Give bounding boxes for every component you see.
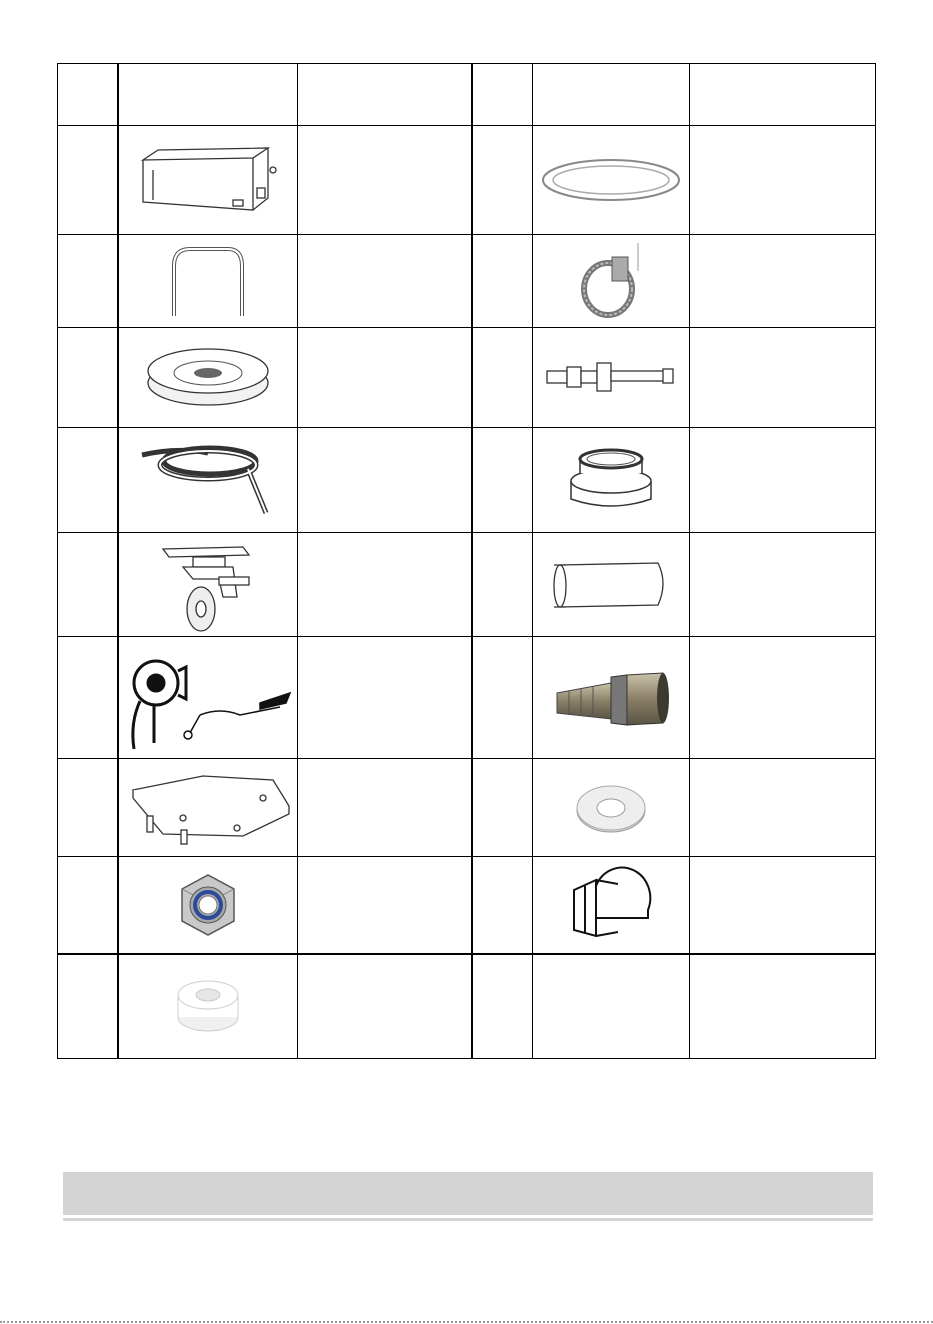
table-row bbox=[58, 126, 876, 235]
part-number-cell bbox=[58, 954, 118, 1059]
part-number-cell bbox=[58, 637, 118, 759]
part-number-cell bbox=[472, 533, 533, 637]
part-picture-cell bbox=[533, 235, 690, 328]
part-number-cell bbox=[58, 759, 118, 857]
part-number-cell bbox=[58, 428, 118, 533]
part-number-cell bbox=[58, 857, 118, 954]
part-number-cell bbox=[472, 126, 533, 235]
part-number-cell bbox=[472, 759, 533, 857]
part-picture-cell bbox=[533, 428, 690, 533]
part-name-cell bbox=[298, 428, 472, 533]
threaded-nut-icon bbox=[556, 445, 666, 515]
part-number-cell bbox=[472, 428, 533, 533]
cap-nut-icon bbox=[566, 866, 656, 944]
header-name-right bbox=[690, 64, 876, 126]
part-name-cell bbox=[690, 637, 876, 759]
part-name-cell bbox=[690, 235, 876, 328]
part-name-cell bbox=[298, 235, 472, 328]
part-picture-cell bbox=[118, 126, 298, 235]
part-name-cell bbox=[298, 954, 472, 1059]
part-number-cell bbox=[472, 328, 533, 428]
part-picture-cell bbox=[118, 235, 298, 328]
part-name-cell bbox=[298, 533, 472, 637]
part-picture-cell bbox=[533, 954, 690, 1059]
part-name-cell bbox=[298, 857, 472, 954]
part-name-cell bbox=[298, 126, 472, 235]
shaft-icon bbox=[541, 353, 681, 403]
gasket-ring-icon bbox=[536, 150, 686, 210]
part-number-cell bbox=[58, 328, 118, 428]
header-name-left bbox=[298, 64, 472, 126]
pump-and-clips-icon bbox=[120, 643, 296, 753]
part-number-cell bbox=[58, 533, 118, 637]
part-number-cell bbox=[472, 235, 533, 328]
part-number-cell bbox=[472, 637, 533, 759]
part-picture-cell bbox=[533, 759, 690, 857]
header-picture-left bbox=[118, 64, 298, 126]
footer-bar bbox=[63, 1172, 873, 1215]
mounting-plate-icon bbox=[123, 768, 293, 848]
page-bottom-border bbox=[0, 1321, 933, 1323]
part-picture-cell bbox=[533, 328, 690, 428]
lock-nut-icon bbox=[168, 867, 248, 943]
part-name-cell bbox=[690, 328, 876, 428]
part-picture-cell bbox=[533, 857, 690, 954]
part-number-cell bbox=[472, 954, 533, 1059]
sleeve-tube-icon bbox=[546, 555, 676, 615]
part-picture-cell bbox=[118, 328, 298, 428]
caster-wheel-icon bbox=[153, 537, 263, 633]
part-name-cell bbox=[690, 759, 876, 857]
footer-divider bbox=[63, 1218, 873, 1221]
header-no-left bbox=[58, 64, 118, 126]
part-picture-cell bbox=[118, 759, 298, 857]
part-picture-cell bbox=[118, 533, 298, 637]
part-picture-cell bbox=[533, 533, 690, 637]
hose-coil-icon bbox=[138, 435, 278, 525]
handle-bar-icon bbox=[158, 241, 258, 321]
part-name-cell bbox=[298, 637, 472, 759]
table-header-row bbox=[58, 64, 876, 126]
hose-barb-fitting-icon bbox=[551, 663, 671, 733]
part-name-cell bbox=[690, 533, 876, 637]
round-base-icon bbox=[143, 343, 273, 413]
part-picture-cell bbox=[118, 954, 298, 1059]
ptfe-tape-icon bbox=[168, 971, 248, 1041]
table-row bbox=[58, 759, 876, 857]
table-row bbox=[58, 328, 876, 428]
part-name-cell bbox=[298, 328, 472, 428]
flat-washer-icon bbox=[571, 778, 651, 838]
part-picture-cell bbox=[533, 637, 690, 759]
part-picture-cell bbox=[533, 126, 690, 235]
part-name-cell bbox=[690, 126, 876, 235]
table-row bbox=[58, 235, 876, 328]
part-number-cell bbox=[472, 857, 533, 954]
table-row bbox=[58, 428, 876, 533]
header-picture-right bbox=[533, 64, 690, 126]
part-number-cell bbox=[58, 235, 118, 328]
part-number-cell bbox=[58, 126, 118, 235]
table-row bbox=[58, 857, 876, 954]
table-row bbox=[58, 954, 876, 1059]
part-name-cell bbox=[298, 759, 472, 857]
header-no-right bbox=[472, 64, 533, 126]
table-row bbox=[58, 533, 876, 637]
part-picture-cell bbox=[118, 428, 298, 533]
parts-list-table bbox=[57, 63, 876, 1059]
part-picture-cell bbox=[118, 857, 298, 954]
part-picture-cell bbox=[118, 637, 298, 759]
part-name-cell bbox=[690, 954, 876, 1059]
hose-clamp-icon bbox=[576, 241, 646, 321]
water-tank-icon bbox=[133, 140, 283, 220]
part-name-cell bbox=[690, 428, 876, 533]
table-row bbox=[58, 637, 876, 759]
part-name-cell bbox=[690, 857, 876, 954]
